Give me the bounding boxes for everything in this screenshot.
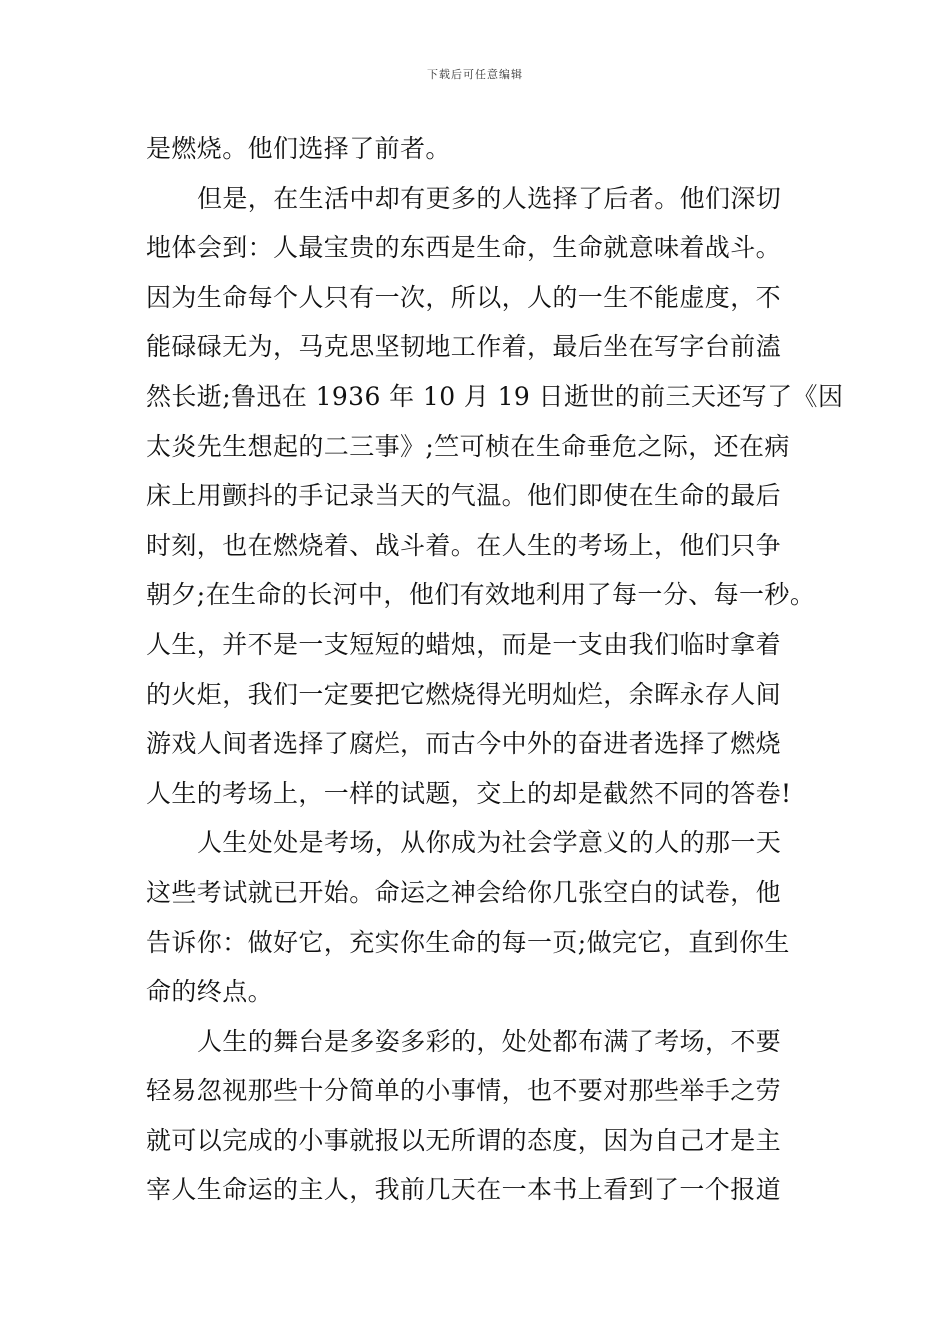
text-line: 游戏人间者选择了腐烂，而古今中外的奋进者选择了燃烧 — [146, 729, 782, 759]
text-line: 朝夕;在生命的长河中，他们有效地利用了每一分、每一秒。 — [146, 580, 816, 610]
essay-body — [146, 124, 844, 1215]
page-header-note: 下载后可任意编辑 — [427, 68, 523, 81]
text-line: 人生的考场上，一样的试题，交上的却是截然不同的答卷! — [146, 778, 792, 808]
text-line: 太炎先生想起的二三事》;竺可桢在生命垂危之际，还在病 — [146, 431, 790, 461]
text-line: 人生处处是考场，从你成为社会学意义的人的那一天 — [197, 828, 782, 858]
text-line: 宰人生命运的主人，我前几天在一本书上看到了一个报道 — [146, 1175, 782, 1205]
text-line: 命的终点。 — [146, 977, 274, 1007]
text-line: 人生，并不是一支短短的蜡烛，而是一支由我们临时拿着 — [146, 629, 782, 659]
text-line: 能碌碌无为，马克思坚韧地工作着，最后坐在写字台前溘 — [146, 332, 782, 362]
text-line: 就可以完成的小事就报以无所谓的态度，因为自己才是主 — [146, 1125, 782, 1155]
text-line: 告诉你：做好它，充实你生命的每一页;做完它，直到你生 — [146, 927, 790, 957]
text-line: 是燃烧。他们选择了前者。 — [146, 134, 451, 163]
text-line: 这些考试就已开始。命运之神会给你几张空白的试卷，他 — [146, 877, 782, 907]
text-line: 的火炬，我们一定要把它燃烧得光明灿烂，余晖永存人间 — [146, 679, 782, 709]
text-line: 床上用颤抖的手记录当天的气温。他们即使在生命的最后 — [146, 481, 782, 511]
text-line: 时刻，也在燃烧着、战斗着。在人生的考场上，他们只争 — [146, 530, 782, 560]
text-line: 因为生命每个人只有一次，所以，人的一生不能虚度，不 — [146, 282, 782, 312]
text-line: 地体会到：人最宝贵的东西是生命，生命就意味着战斗。 — [146, 233, 782, 263]
text-line: 轻易忽视那些十分简单的小事情，也不要对那些举手之劳 — [146, 1076, 782, 1106]
text-line: 人生的舞台是多姿多彩的，处处都布满了考场，不要 — [197, 1026, 782, 1056]
text-line: 但是，在生活中却有更多的人选择了后者。他们深切 — [197, 183, 782, 213]
text-line: 然长逝;鲁迅在 1936 年 10 月 19 日逝世的前三天还写了《因 — [146, 381, 844, 411]
